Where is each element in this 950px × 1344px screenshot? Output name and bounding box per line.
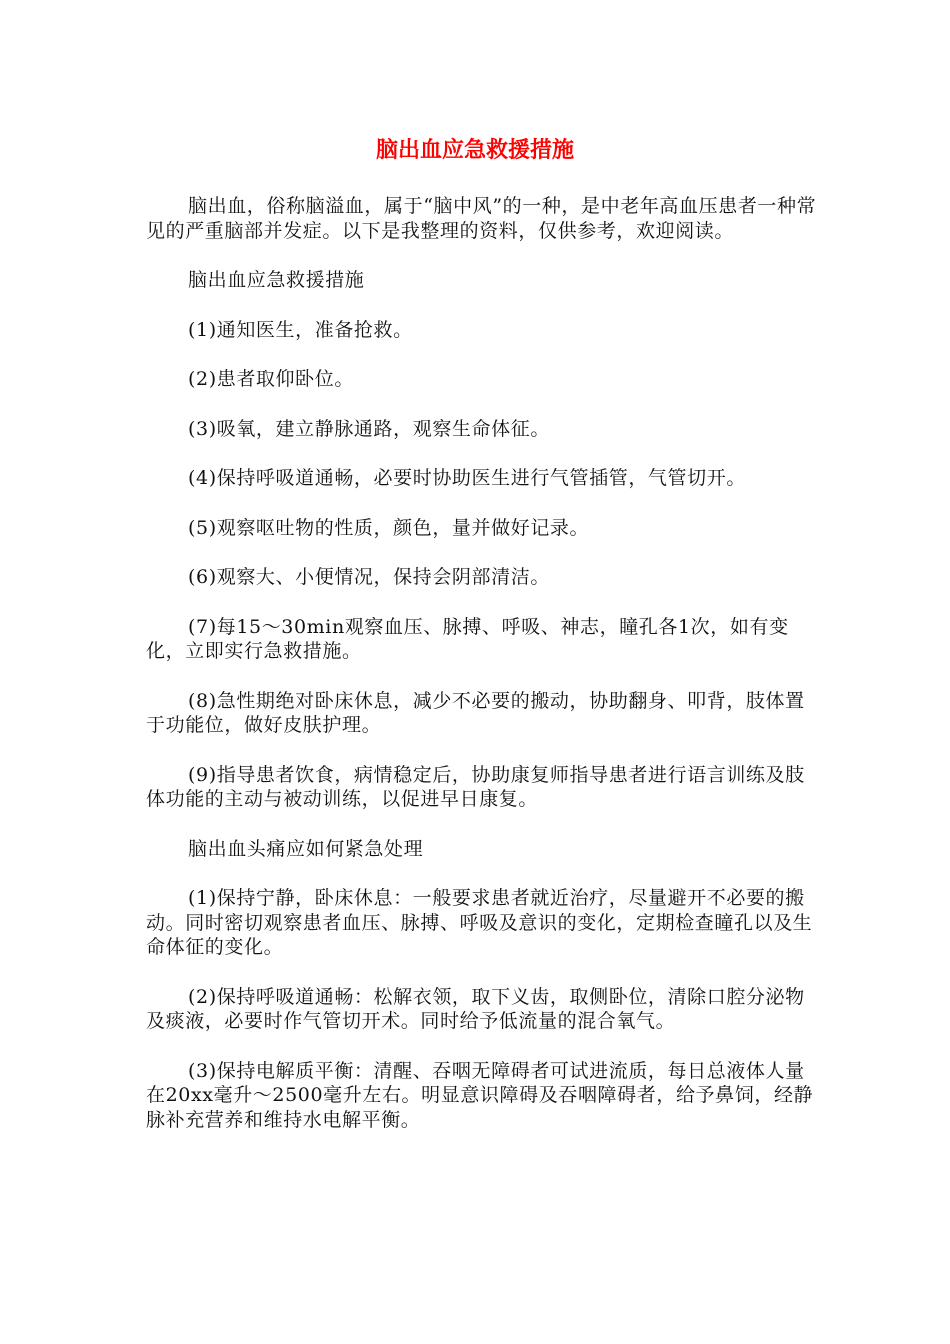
list-item: (3)保持电解质平衡：清醒、吞咽无障碍者可试进流质，每日总液体人量在20xx毫升～2500毫升左右。明显意识障碍及吞咽障碍者，给予鼻饲，经静脉补充营养和维持水电解平衡。 bbox=[146, 1059, 814, 1131]
section-heading-headache-handling: 脑出血头痛应如何紧急处理 bbox=[188, 837, 424, 860]
list-item: (8)急性期绝对卧床休息，减少不必要的搬动，协助翻身、叩背，肢体置于功能位，做好皮肤护理。 bbox=[146, 689, 805, 736]
section-heading-emergency-measures: 脑出血应急救援措施 bbox=[188, 269, 365, 291]
list-item: (7)每15～30min观察血压、脉搏、呼吸、神志，瞳孔各1次，如有变化，立即实行急救措施。 bbox=[146, 615, 789, 662]
list-item: (6)观察大、小便情况，保持会阴部清洁。 bbox=[188, 566, 550, 588]
list-item: (1)通知医生，准备抢救。 bbox=[188, 318, 413, 341]
document-title: 脑出血应急救援措施 bbox=[375, 138, 574, 163]
list-item: (4)保持呼吸道通畅，必要时协助医生进行气管插管，气管切开。 bbox=[188, 467, 746, 489]
intro-paragraph: 脑出血，俗称脑溢血，属于“脑中风”的一种，是中老年高血压患者一种常见的严重脑部并发症。以下是我整理的资料，仅供参考，欢迎阅读。 bbox=[146, 195, 817, 242]
document-body bbox=[146, 194, 822, 1157]
list-item: (3)吸氧，建立静脉通路，观察生命体征。 bbox=[188, 417, 550, 440]
list-item: (2)患者取仰卧位。 bbox=[188, 368, 354, 390]
list-item: (1)保持宁静，卧床休息：一般要求患者就近治疗，尽量避开不必要的搬动。同时密切观察患者血压、脉搏、呼吸及意识的变化，定期检查瞳孔以及生命体征的变化。 bbox=[146, 887, 813, 958]
list-item: (9)指导患者饮食，病情稳定后，协助康复师指导患者进行语言训练及肢体功能的主动与被动训练，以促进早日康复。 bbox=[146, 763, 805, 810]
list-item: (5)观察呕吐物的性质，颜色，量并做好记录。 bbox=[188, 516, 590, 539]
list-item: (2)保持呼吸道通畅：松解衣领，取下义齿，取侧卧位，清除口腔分泌物及痰液，必要时作气管切开术。同时给予低流量的混合氧气。 bbox=[146, 985, 805, 1032]
